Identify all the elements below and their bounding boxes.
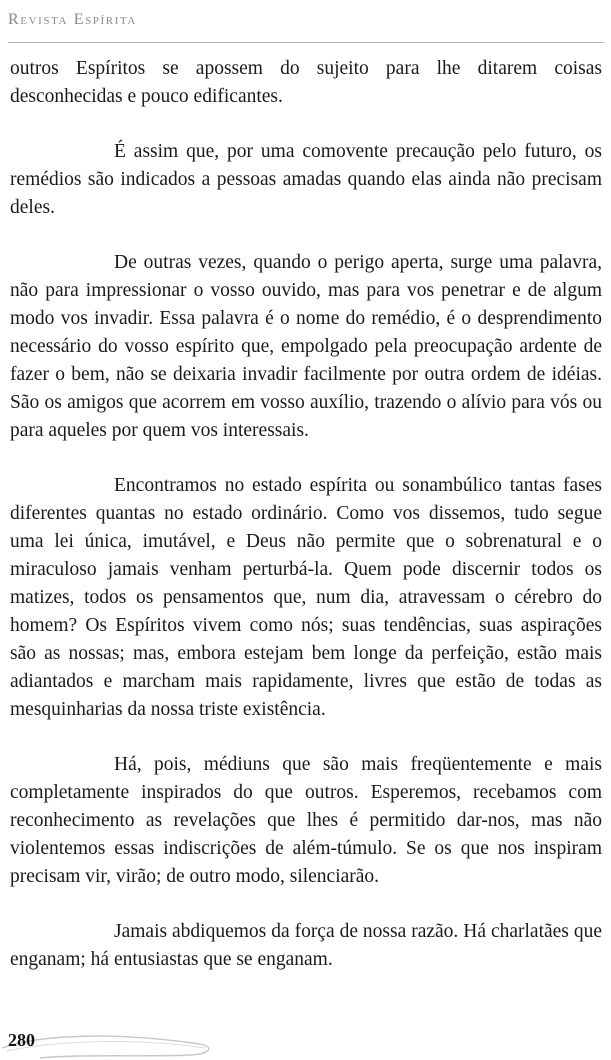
page-number: 280	[8, 1030, 35, 1050]
page-body	[10, 55, 602, 1001]
header-divider	[8, 42, 604, 43]
paragraph: Há, pois, médiuns que são mais freqüentemente e mais completamente inspirados do que outros. Esperemos, recebamos com reconhecimento as revelações que lhes é permitido dar-nos, mas não violentemos essas indiscrições de além-túmulo. Se os que nos inspiram precisam vir, virão; de outro modo, silenciarão.	[10, 754, 602, 887]
page-number-swoosh-decoration	[0, 1024, 240, 1060]
paragraph: De outras vezes, quando o perigo aperta, surge uma palavra, não para impressionar o vosso ouvido, mas para vos penetrar e de algum modo vos invadir. Essa palavra é o nome do remédio, é o desprendimento necessário do vosso espírito que, empolgado pela preocupação ardente de fazer o bem, não se deixaria invadir facilmente por outra ordem de idéias. São os amigos que acorrem em vosso auxílio, trazendo o alívio para vós ou para aqueles por quem vos interessais.	[10, 252, 602, 441]
paragraph: É assim que, por uma comovente precaução pelo futuro, os remédios são indicados a pessoas amadas quando elas ainda não precisam deles.	[10, 141, 602, 218]
paragraph: Jamais abdiquemos da força de nossa razão. Há charlatães que enganam; há entusiastas que se enganam.	[10, 921, 602, 970]
running-header: Revista Espírita	[8, 11, 137, 28]
paragraph: Encontramos no estado espírita ou sonambúlico tantas fases diferentes quantas no estado ordinário. Como vos dissemos, tudo segue uma lei única, imutável, e Deus não permite que o sobrenatural e o miraculoso jamais venham perturbá-la. Quem pode discernir todos os matizes, todos os pensamentos que, num dia, atravessam o cérebro do homem? Os Espíritos vivem como nós; suas tendências, suas aspirações são as nossas; mas, embora estejam bem longe da perfeição, estão mais adiantados e marcham mais rapidamente, livres que estão de todas as mesquinharias da nossa triste existência.	[10, 475, 602, 720]
paragraph-continuation: outros Espíritos se apossem do sujeito para lhe ditarem coisas desconhecidas e pouco edificantes.	[10, 58, 602, 107]
